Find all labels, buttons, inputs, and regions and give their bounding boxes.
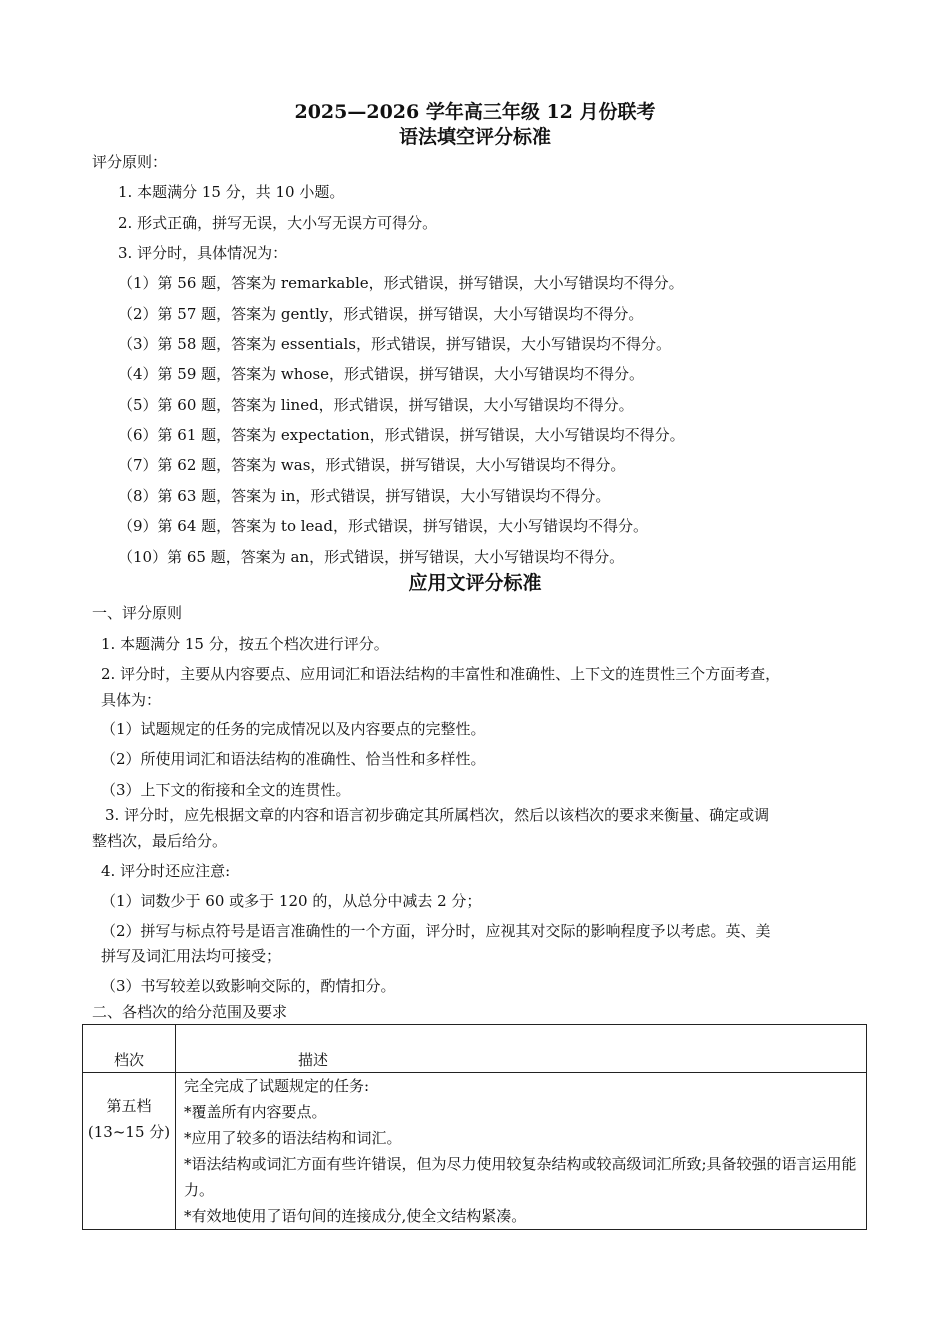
writing-section2-heading: 二、各档次的给分范围及要求 (92, 1003, 288, 1021)
writing-p4-item2-line2: 拼写及词汇用法均可接受； (101, 947, 282, 965)
table-header-level-label: 档次 (113, 1051, 144, 1069)
table-cell-desc (176, 1073, 867, 1230)
level-name: 第五档 (106, 1097, 152, 1115)
grammar-item-56: （1）第 56 题，答案为 remarkable，形式错误，拼写错误，大小写错误均不得分。 (118, 274, 684, 292)
level-range: (13~15 分) (87, 1123, 171, 1141)
grammar-rule-2: 2. 形式正确，拼写无误，大小写无误方可得分。 (118, 214, 438, 232)
grammar-item-64: （9）第 64 题，答案为 to lead，形式错误，拼写错误，大小写错误均不得分。 (118, 517, 648, 535)
grammar-item-63: （8）第 63 题，答案为 in，形式错误，拼写错误，大小写错误均不得分。 (118, 487, 611, 505)
grammar-principle-heading: 评分原则： (92, 153, 168, 171)
grammar-item-60: （5）第 60 题，答案为 lined，形式错误，拼写错误，大小写错误均不得分。 (118, 396, 634, 414)
table-cell-level (83, 1073, 176, 1230)
grade-table (82, 1024, 867, 1230)
writing-p2-item3: （3）上下文的衔接和全文的连贯性。 (101, 781, 351, 799)
writing-p2-line1: 2. 评分时，主要从内容要点、应用词汇和语法结构的丰富性和准确性、上下文的连贯性三个方面考查， (101, 665, 781, 683)
table-header-desc-label: 描述 (298, 1051, 329, 1069)
writing-p4-item3: （3）书写较差以致影响交际的，酌情扣分。 (101, 977, 396, 995)
grammar-item-57: （2）第 57 题，答案为 gently，形式错误，拼写错误，大小写错误均不得分。 (118, 305, 644, 323)
writing-p1: 1. 本题满分 15 分，按五个档次进行评分。 (101, 635, 389, 653)
table-header-desc (176, 1025, 867, 1073)
table-header-row (83, 1025, 867, 1073)
grammar-rule-1: 1. 本题满分 15 分，共 10 小题。 (118, 183, 345, 201)
grammar-item-62: （7）第 62 题，答案为 was，形式错误，拼写错误，大小写错误均不得分。 (118, 456, 626, 474)
table-header-level (83, 1025, 176, 1073)
writing-p3-line2: 整档次，最后给分。 (92, 832, 228, 850)
grammar-rule-3: 3. 评分时，具体情况为： (118, 244, 288, 262)
writing-p2-item2: （2）所使用词汇和语法结构的准确性、恰当性和多样性。 (101, 750, 486, 768)
grammar-item-59: （4）第 59 题，答案为 whose，形式错误，拼写错误，大小写错误均不得分。 (118, 365, 645, 383)
writing-p2-line2: 具体为： (101, 691, 162, 709)
page-subtitle: 语法填空评分标准 (398, 126, 551, 148)
grammar-item-65: （10）第 65 题，答案为 an，形式错误，拼写错误，大小写错误均不得分。 (118, 548, 625, 566)
writing-p4-item1: （1）词数少于 60 或多于 120 的，从总分中减去 2 分； (101, 892, 482, 910)
writing-p2-item1: （1）试题规定的任务的完成情况以及内容要点的完整性。 (101, 720, 486, 738)
writing-p4: 4. 评分时还应注意: (101, 862, 231, 880)
writing-p3-line1: 3. 评分时，应先根据文章的内容和语言初步确定其所属档次，然后以该档次的要求来衡量、确定或调 (105, 806, 770, 824)
grammar-item-58: （3）第 58 题，答案为 essentials，形式错误，拼写错误，大小写错误均不得分。 (118, 335, 672, 353)
writing-p4-item2-line1: （2）拼写与标点符号是语言准确性的一个方面，评分时，应视其对交际的影响程度予以考虑。英、美 (101, 922, 771, 940)
desc-point: *有效地使用了语句间的连接成分,使全文结构紧凑。 (184, 1207, 527, 1225)
table-row (83, 1073, 867, 1230)
writing-title: 应用文评分标准 (408, 572, 542, 594)
writing-section1-heading: 一、评分原则 (92, 604, 183, 622)
desc-point: *覆盖所有内容要点。 (184, 1103, 327, 1121)
page-title: 2025—2026 学年高三年级 12 月份联考 (294, 101, 656, 123)
desc-point: *语法结构或词汇方面有些许错误，但为尽力使用较复杂结构或较高级词汇所致;具备较强的语言运用能力。 (184, 1155, 857, 1199)
grammar-item-61: （6）第 61 题，答案为 expectation，形式错误，拼写错误，大小写错误均不得分。 (118, 426, 685, 444)
desc-point: *应用了较多的语法结构和词汇。 (184, 1129, 402, 1147)
desc-intro: 完全完成了试题规定的任务: (184, 1077, 370, 1095)
